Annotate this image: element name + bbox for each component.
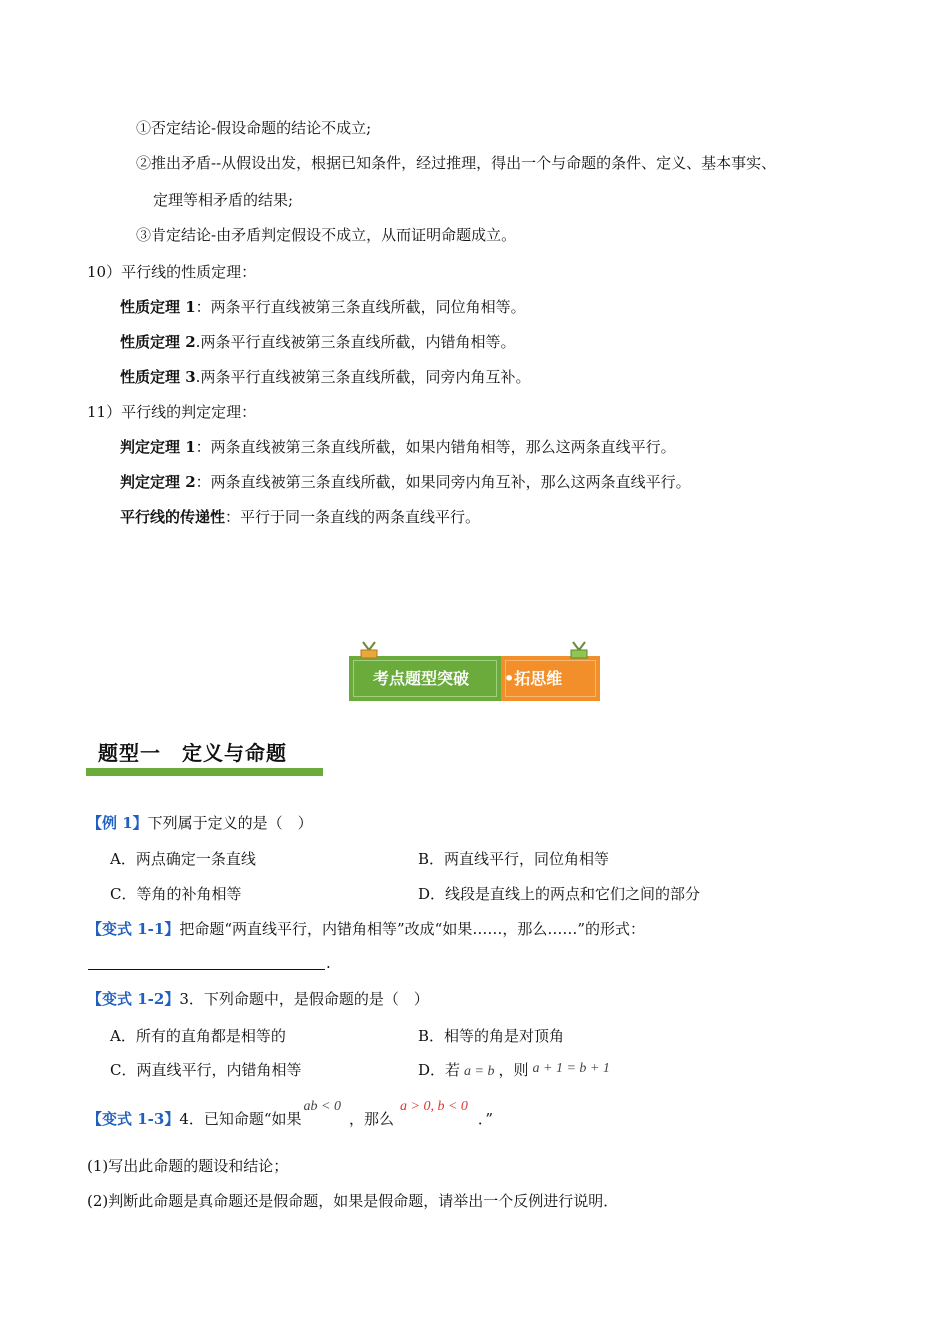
variant-tag: 【变式 1-2】 (87, 990, 180, 1008)
section-underline (86, 768, 323, 776)
theorem-label: 性质定理 2 (120, 333, 196, 351)
theorem-label: 判定定理 1 (120, 438, 196, 456)
question-suffix: ．” (477, 1110, 494, 1128)
example-1-question (87, 812, 313, 834)
question-text: 把命题“两直线平行，内错角相等”改成“如果……，那么……”的形式： (179, 920, 646, 938)
proof-step-2-line2: 定理等相矛盾的结果; (153, 191, 294, 209)
variant-1-1-question (87, 918, 645, 940)
criterion-theorem-2 (120, 471, 691, 493)
variant-tag: 【变式 1-1】 (87, 920, 180, 938)
theorem-label: 性质定理 3 (120, 368, 196, 386)
option-b: B．相等的角是对顶角 (418, 1027, 565, 1045)
answer-blank-line[interactable] (88, 969, 325, 970)
example-tag: 【例 1】 (87, 814, 148, 832)
variant-1-2-question (87, 988, 429, 1010)
theorem-text: .两条平行直线被第三条直线所截，内错角相等。 (195, 333, 516, 351)
theorem-text: ：平行于同一条直线的两条直线平行。 (225, 508, 481, 526)
theorem-text: .两条平行直线被第三条直线所截，同旁内角互补。 (195, 368, 531, 386)
sub-question-1: (1)写出此命题的题设和结论； (87, 1157, 289, 1175)
option-c: C．两直线平行，内错角相等 (110, 1061, 302, 1079)
banner-left-text: 考点题型突破 (373, 669, 470, 688)
item11-heading: 11）平行线的判定定理： (87, 403, 257, 421)
theorem-text: ：两条直线被第三条直线所截，如果内错角相等，那么这两条直线平行。 (195, 438, 676, 456)
option-a: A．两点确定一条直线 (110, 850, 256, 868)
property-theorem-1 (120, 296, 526, 318)
option-d-prefix: D．若 (418, 1061, 461, 1079)
section-title: 题型一 定义与命题 (98, 741, 287, 765)
question-text: 下列属于定义的是（ ） (147, 814, 313, 832)
paper-clip-icon (358, 640, 380, 664)
option-d (418, 1059, 610, 1083)
proof-step-3: ③肯定结论-由矛盾判定假设不成立，从而证明命题成立。 (136, 226, 517, 244)
math-expression: a > 0, b < 0 (400, 1099, 468, 1114)
sub-question-2: (2)判断此命题是真命题还是假命题，如果是假命题，请举出一个反例进行说明． (87, 1192, 619, 1210)
proof-step-2-line1: ②推出矛盾--从假设出发，根据已知条件，经过推理，得出一个与命题的条件、定义、基本事实、 (136, 154, 777, 172)
theorem-label: 平行线的传递性 (120, 508, 226, 526)
option-d-mid: ，则 (498, 1061, 529, 1079)
proof-step-1: ①否定结论-假设命题的结论不成立; (136, 119, 372, 137)
theorem-label: 性质定理 1 (120, 298, 196, 316)
property-theorem-2 (120, 331, 515, 353)
transitivity (120, 506, 480, 528)
blank-period: . (326, 954, 331, 972)
variant-tag: 【变式 1-3】 (87, 1110, 180, 1128)
theorem-text: ：两条直线被第三条直线所截，如果同旁内角互补，那么这两条直线平行。 (195, 473, 691, 491)
math-expression: a = b (464, 1064, 495, 1079)
math-expression: ab < 0 (303, 1099, 341, 1114)
theorem-text: ：两条平行直线被第三条直线所截，同位角相等。 (195, 298, 526, 316)
option-b: B．两直线平行，同位角相等 (418, 850, 610, 868)
question-prefix: 4．已知命题“如果 (179, 1110, 302, 1128)
banner-right-text: •拓思维 (504, 669, 563, 688)
option-a: A．所有的直角都是相等的 (110, 1027, 286, 1045)
math-expression: a + 1 = b + 1 (532, 1061, 610, 1076)
item10-heading: 10）平行线的性质定理： (87, 263, 257, 281)
variant-1-3-question (87, 1099, 494, 1132)
option-c: C．等角的补角相等 (110, 885, 242, 903)
property-theorem-3 (120, 366, 530, 388)
paper-clip-icon (568, 640, 590, 664)
option-d: D．线段是直线上的两点和它们之间的部分 (418, 885, 701, 903)
theorem-label: 判定定理 2 (120, 473, 196, 491)
section-banner (349, 656, 600, 701)
question-mid: ，那么 (349, 1110, 395, 1128)
criterion-theorem-1 (120, 436, 676, 458)
question-text: 3．下列命题中，是假命题的是（ ） (179, 990, 429, 1008)
